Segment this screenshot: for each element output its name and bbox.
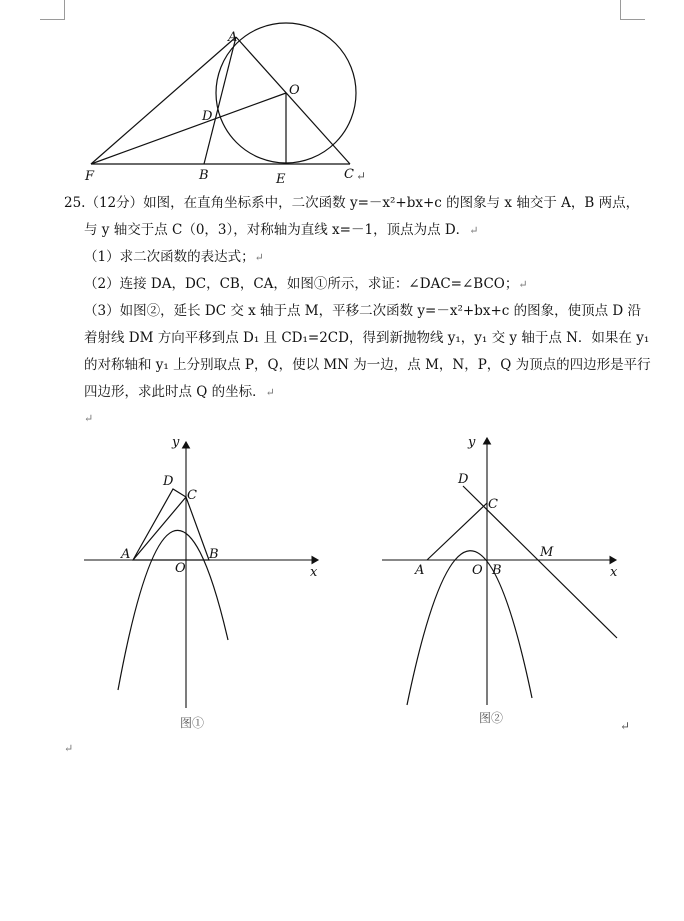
fig2-label-o: O xyxy=(472,563,483,578)
label-d: D xyxy=(202,109,213,124)
fig1-label-o: O xyxy=(175,561,186,576)
fig2-label-b: B xyxy=(492,563,502,578)
fig2-label-y: y xyxy=(468,435,476,450)
fig2-caption: 图② xyxy=(479,711,504,725)
label-f: F xyxy=(85,169,95,184)
fig1-label-x: x xyxy=(310,565,318,580)
part-1: （1）求二次函数的表达式；↵ xyxy=(84,249,264,265)
figure-1 xyxy=(84,435,318,730)
part-2: （2）连接 DA，DC，CB，CA，如图①所示，求证：∠DAC=∠BCO；↵ xyxy=(84,276,528,292)
fig1-label-c: C xyxy=(187,488,197,503)
segment-ac xyxy=(236,37,350,164)
segment-fo xyxy=(91,93,286,164)
fig1-label-b: B xyxy=(209,547,219,562)
label-b: B xyxy=(199,168,209,183)
fig2-parabola xyxy=(407,551,532,705)
fig2-paragraph-mark: ↵ xyxy=(620,719,631,733)
paragraph-mark-empty-line: ↵ xyxy=(84,412,94,425)
fig2-label-d: D xyxy=(458,472,469,487)
figure-2 xyxy=(382,435,630,733)
fig2-label-x: x xyxy=(610,565,618,580)
fig1-caption: 图① xyxy=(180,716,205,730)
part-3-line-4: 四边形，求此时点 Q 的坐标．↵ xyxy=(84,384,275,400)
label-o: O xyxy=(289,83,300,98)
top-geometry-figure xyxy=(0,0,684,200)
figures-1-and-2 xyxy=(0,420,684,760)
segment-ab xyxy=(204,37,236,164)
fig2-segments xyxy=(427,486,617,638)
problem-line-2: 与 y 轴交于点 C（0，3），对称轴为直线 x=－1，顶点为点 D．↵ xyxy=(84,222,479,238)
fig1-label-a: A xyxy=(121,547,131,562)
part-3-line-2: 着射线 DM 方向平移到点 D₁ 且 CD₁=2CD，得到新抛物线 y₁，y₁ 交 y 轴于点 N．如果在 y₁ xyxy=(84,330,650,346)
fig1-quadrilateral xyxy=(133,489,209,560)
fig1-label-d: D xyxy=(163,474,174,489)
fig2-label-a: A xyxy=(415,563,425,578)
label-c: C xyxy=(344,167,354,182)
paragraph-mark: ↵ xyxy=(356,169,367,183)
part-3-line-1: （3）如图②，延长 DC 交 x 轴于点 M，平移二次函数 y=－x²+bx+c 的图象，使顶点 D 沿 xyxy=(84,303,642,319)
paragraph-mark-final: ↵ xyxy=(64,742,74,755)
problem-number: 25.（12分） xyxy=(64,195,144,211)
fig2-label-c: C xyxy=(488,497,498,512)
fig1-label-y: y xyxy=(172,435,180,450)
label-a: A xyxy=(228,30,238,45)
fig2-label-m: M xyxy=(540,545,554,560)
part-3-line-3: 的对称轴和 y₁ 上分别取点 P，Q，使以 MN 为一边，点 M，N，P，Q 为顶点的四边形是平行 xyxy=(84,357,651,373)
segment-fa xyxy=(91,37,236,164)
problem-line-1 xyxy=(64,193,639,213)
label-e: E xyxy=(276,172,286,187)
problem-statement-1: 如图，在直角坐标系中，二次函数 y=－x²+bx+c 的图象与 x 轴交于 A，B 两点， xyxy=(143,195,640,211)
